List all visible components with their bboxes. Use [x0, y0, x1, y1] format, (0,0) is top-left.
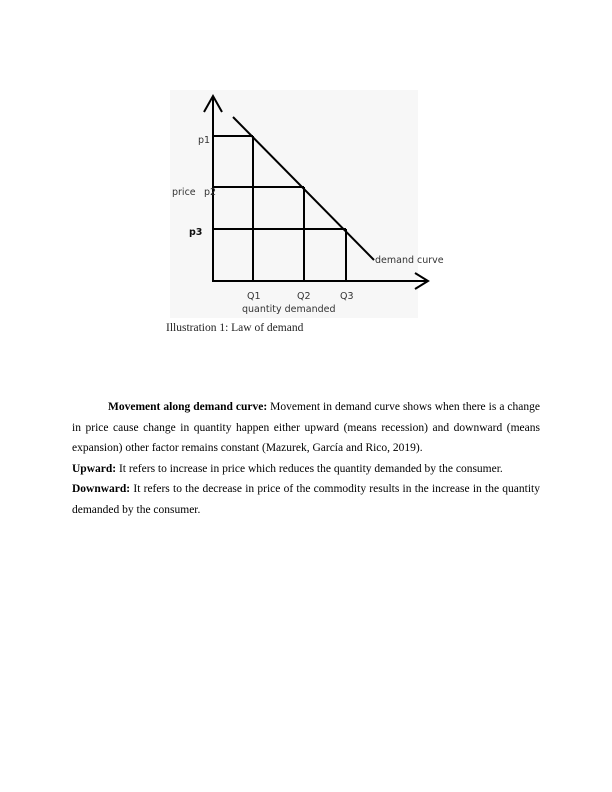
q1-label: Q1 — [247, 291, 261, 302]
x-axis-title: quantity demanded — [242, 304, 336, 315]
p3-label: p3 — [189, 227, 203, 238]
law-of-demand-figure — [166, 90, 444, 334]
upward-text: It refers to increase in price which reduces the quantity demanded by the consumer. — [116, 462, 503, 475]
figure-caption: Illustration 1: Law of demand — [166, 322, 304, 334]
q2-label: Q2 — [297, 291, 311, 302]
demand-diagram — [166, 90, 444, 322]
downward-text: It refers to the decrease in price of the commodity results in the increase in the quantity demanded by the consumer. — [72, 483, 540, 516]
movement-heading: Movement along demand curve: — [108, 401, 268, 413]
price-label: price — [172, 187, 196, 198]
paragraph-downward — [72, 479, 540, 520]
body-text — [72, 397, 540, 520]
p2-label: p2 — [204, 187, 217, 198]
q3-label: Q3 — [340, 291, 354, 302]
p1-label: p1 — [198, 135, 211, 146]
paragraph-movement — [72, 397, 540, 459]
demand-curve-label: demand curve — [375, 255, 444, 266]
paragraph-upward — [72, 459, 540, 480]
downward-heading: Downward: — [72, 483, 131, 495]
movement-text: Movement in demand curve shows when there is a change in price cause change in quantity happen either upward (means recession) and downward (means expansion) other factor remains constant (Mazurek, García and Rico, 2019). — [72, 401, 541, 454]
upward-heading: Upward: — [72, 462, 117, 475]
